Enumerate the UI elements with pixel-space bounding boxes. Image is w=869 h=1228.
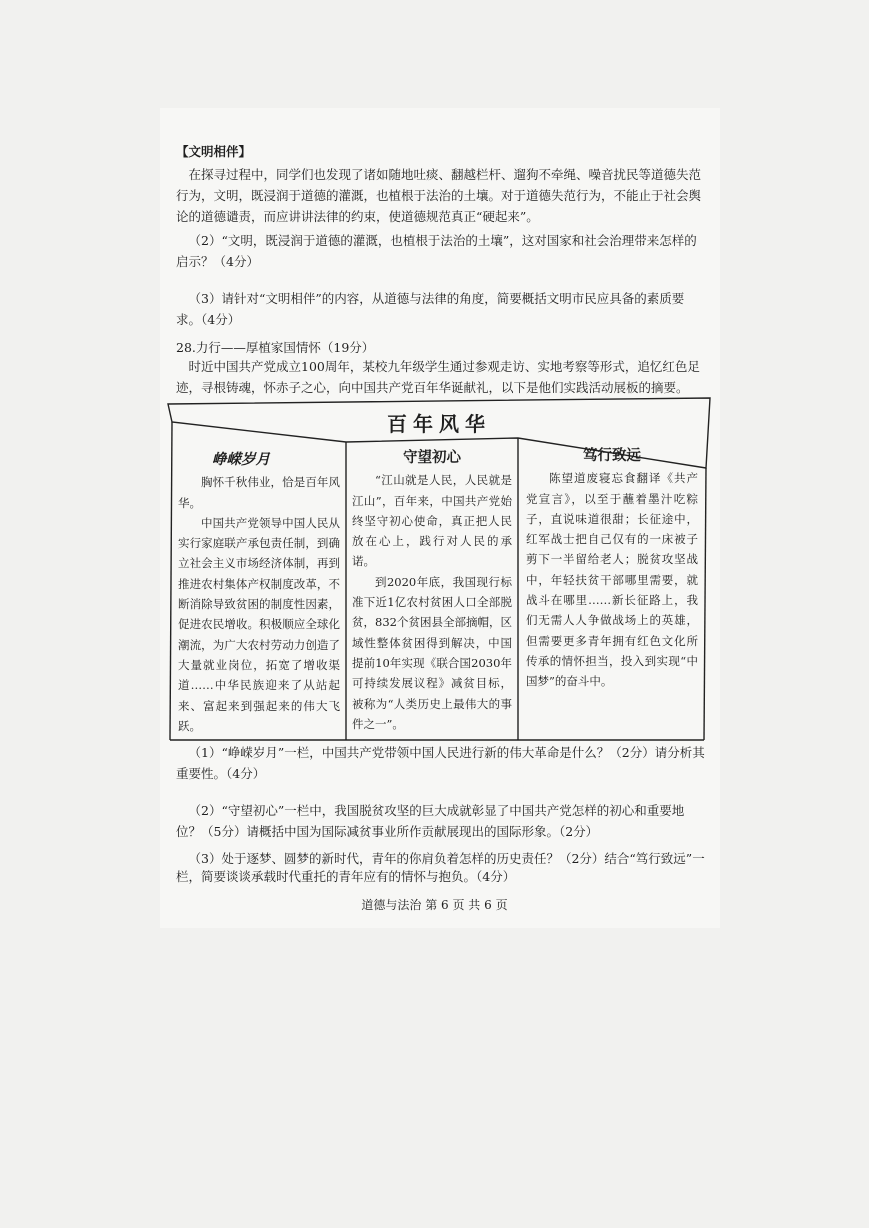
column-duxing: [526, 446, 698, 692]
question-28-intro: 时近中国共产党成立100周年，某校九年级学生通过参观走访、实地考察等形式，追忆红色足迹，寻根铸魂，怀赤子之心，向中国共产党百年华诞献礼，以下是他们实践活动展板的摘要。: [176, 359, 700, 395]
column-2-para-2: 到2020年底，我国现行标准下近1亿农村贫困人口全部脱贫，832个贫困县全部摘帽，区域性整体贫困得到解决，中国提前10年实现《联合国2030年可持续发展议程》减贫目标，被称为“人类历史上最伟大的事件之一”。: [352, 574, 512, 731]
question-27-3: （3）请针对“文明相伴”的内容，从道德与法律的角度，简要概括文明市民应具备的素质要求。（4分）: [176, 291, 685, 327]
column-3-para-1: 陈望道废寝忘食翻译《共产党宣言》，以至于蘸着墨汁吃粽子，直说味道很甜；长征途中，红军战士把自己仅有的一床被子剪下一半留给老人；脱贫攻坚战中，年轻扶贫干部哪里需要，就战斗在哪里……新长征路上，我们无需人人争做战场上的英雄，但需要更多青年拥有红色文化所传承的情怀担当，投入到实现“中国梦”的奋斗中。: [526, 471, 698, 689]
column-shouwang: [352, 448, 512, 734]
column-zhengrong: [178, 450, 340, 736]
display-board: [166, 396, 712, 744]
question-28-2: （2）“守望初心”一栏中，我国脱贫攻坚的巨大成就彰显了中国共产党怎样的初心和重要地位？（5分）请概括中国为国际减贫事业所作贡献展现出的国际形象。（2分）: [176, 803, 685, 839]
question-28-title: 28.力行——厚植家国情怀（19分）: [176, 340, 375, 355]
column-1-para-2: 中国共产党领导中国人民从实行家庭联产承包责任制，到确立社会主义市场经济体制，再到推进农村集体产权制度改革，不断消除导致贫困的制度性因素，促进农民增收。积极顺应全球化潮流，为广大农村劳动力创造了大量就业岗位，拓宽了增收渠道……中华民族迎来了从站起来、富起来到强起来的伟大飞跃。: [178, 515, 340, 733]
section-heading: 【文明相伴】: [176, 144, 252, 159]
question-28-1: （1）“峥嵘岁月”一栏，中国共产党带领中国人民进行新的伟大革命是什么？（2分）请分析其重要性。（4分）: [176, 745, 705, 781]
section-intro: 在探寻过程中，同学们也发现了诸如随地吐痰、翻越栏杆、遛狗不牵绳、噪音扰民等道德失范行为，文明，既浸润于道德的灌溉，也植根于法治的土壤。对于道德失范行为，不能止于社会舆论的道德谴责，而应讲讲法律的约束，使道德规范真正“硬起来”。: [176, 167, 702, 224]
column-3-heading: 笃行致远: [583, 447, 641, 464]
question-27-2: （2）“文明，既浸润于道德的灌溉，也植根于法治的土壤”，这对国家和社会治理带来怎样的启示？（4分）: [176, 233, 697, 269]
column-2-para-1: “江山就是人民，人民就是江山”，百年来，中国共产党始终坚守初心使命，真正把人民放在心上，践行对人民的承诺。: [352, 473, 512, 569]
board-title: 百年风华: [387, 412, 491, 436]
question-28-3: （3）处于逐梦、圆梦的新时代，青年的你肩负着怎样的历史责任？（2分）结合“笃行致远”一栏，简要谈谈承载时代重托的青年应有的情怀与抱负。（4分）: [176, 851, 705, 884]
column-2-heading: 守望初心: [403, 449, 461, 466]
column-1-para-1: 胸怀千秋伟业，恰是百年风华。: [178, 475, 340, 510]
page-footer: 道德与法治 第 6 页 共 6 页: [361, 898, 508, 912]
column-1-heading: 峥嵘岁月: [212, 451, 270, 468]
